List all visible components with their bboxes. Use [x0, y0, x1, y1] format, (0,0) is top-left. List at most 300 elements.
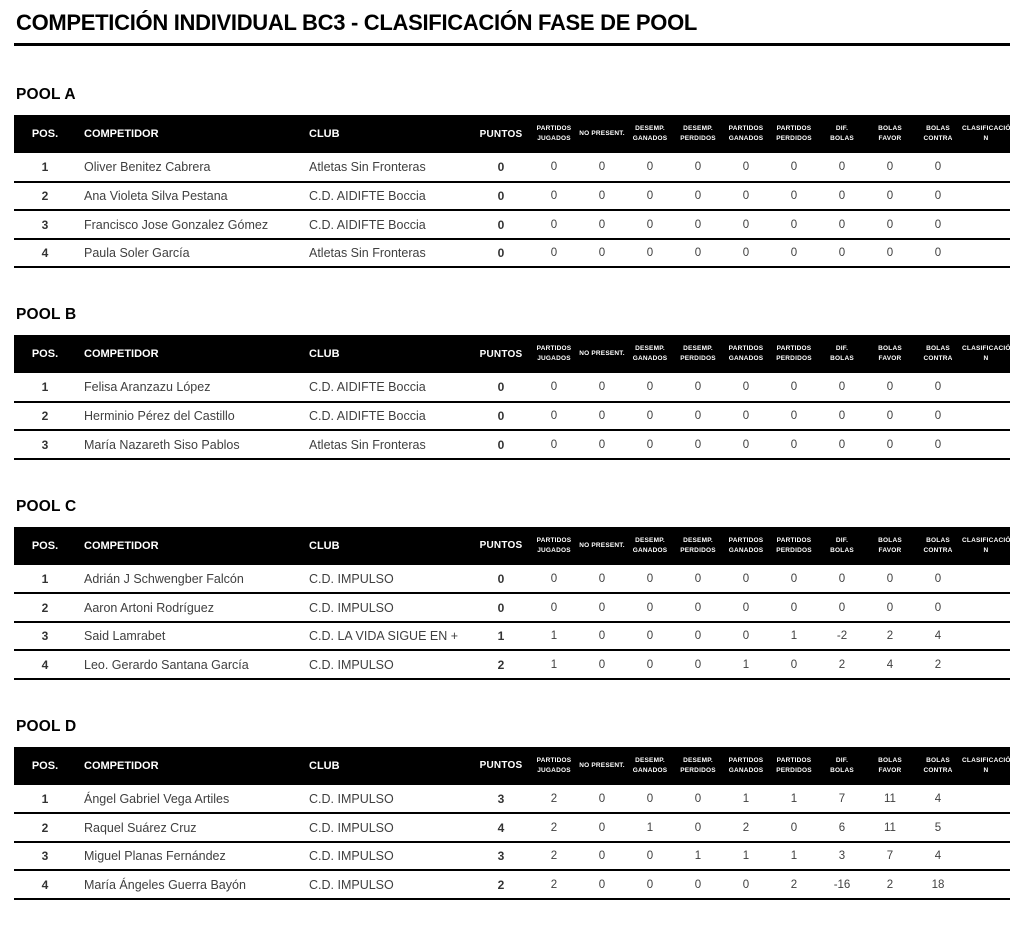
col-header-line: BOLAS — [878, 536, 902, 544]
cell-clasificacion — [962, 565, 1010, 594]
col-header-clasificacion — [962, 527, 1010, 565]
cell-club: Atletas Sin Fronteras — [309, 160, 426, 175]
col-header-line: DIF. — [835, 125, 849, 132]
cell-dif-bolas: 0 — [838, 601, 846, 614]
pool-table-body — [14, 153, 1010, 267]
col-header-line: FAVOR — [878, 135, 902, 143]
col-header-line: DIF. — [835, 756, 849, 764]
col-header-line: PERDIDOS — [680, 546, 716, 554]
cell-puntos: 0 — [497, 217, 505, 232]
cell-bolas-contra: 4 — [934, 630, 942, 643]
col-header-line: DESEMP. — [635, 345, 665, 352]
pool-table-body — [14, 785, 1010, 899]
col-header-desemp-perdidos — [674, 115, 722, 153]
cell-bolas-favor: 0 — [886, 438, 894, 451]
col-header-clasificacion — [962, 335, 1010, 373]
col-header-line: N — [983, 355, 989, 363]
cell-clasificacion — [962, 813, 1010, 842]
cell-puntos: 0 — [497, 246, 505, 261]
col-header-bolas-contra — [914, 527, 962, 565]
col-header-club: CLUB — [309, 348, 340, 361]
cell-desemp-ganados: 0 — [646, 247, 654, 260]
cell-partidos-jugados: 0 — [550, 247, 558, 260]
col-header-competitor: COMPETIDOR — [84, 539, 159, 552]
cell-clasificacion — [962, 153, 1010, 182]
cell-desemp-ganados: 0 — [646, 850, 654, 863]
col-header-bolas-contra — [914, 747, 962, 785]
cell-desemp-ganados: 0 — [646, 218, 654, 231]
col-header-line: PERDIDOS — [776, 135, 812, 143]
cell-puntos: 0 — [497, 437, 505, 452]
col-header-pos: POS. — [31, 759, 59, 772]
cell-bolas-contra: 18 — [931, 878, 945, 891]
cell-clasificacion — [962, 430, 1010, 459]
cell-partidos-perdidos: 1 — [790, 792, 798, 805]
cell-desemp-perdidos: 0 — [694, 161, 702, 174]
cell-clasificacion — [962, 373, 1010, 402]
cell-partidos-ganados: 0 — [742, 878, 750, 891]
cell-dif-bolas: 0 — [838, 410, 846, 423]
col-header-line: PERDIDOS — [776, 355, 812, 363]
cell-club: C.D. AIDIFTE Boccia — [309, 380, 426, 395]
col-header-line: CLASIFICACIÓ — [962, 345, 1011, 352]
cell-partidos-perdidos: 0 — [790, 190, 798, 203]
cell-bolas-favor: 0 — [886, 410, 894, 423]
cell-no-present: 0 — [598, 630, 606, 643]
col-header-line: PARTIDOS — [776, 536, 812, 544]
cell-bolas-contra: 0 — [934, 161, 942, 174]
col-header-line: PARTIDOS — [776, 756, 812, 764]
cell-bolas-contra: 0 — [934, 572, 942, 585]
cell-partidos-jugados: 0 — [550, 218, 558, 231]
cell-desemp-perdidos: 0 — [694, 658, 702, 671]
cell-partidos-ganados: 0 — [742, 438, 750, 451]
col-header-bolas-favor — [866, 527, 914, 565]
cell-club: C.D. AIDIFTE Boccia — [309, 189, 426, 204]
col-header-line: NO PRESENT. — [579, 130, 625, 138]
col-header-bolas-favor — [866, 747, 914, 785]
col-header-line: N — [983, 546, 989, 554]
col-header-line: DESEMP. — [635, 125, 665, 132]
pool-table — [14, 747, 1010, 900]
col-header-pos: POS. — [31, 128, 59, 141]
cell-puntos: 2 — [497, 877, 505, 892]
col-header-partidos-ganados — [722, 747, 770, 785]
cell-no-present: 0 — [598, 850, 606, 863]
cell-partidos-jugados: 2 — [550, 850, 558, 863]
col-header-puntos: PUNTOS — [479, 348, 523, 360]
cell-no-present: 0 — [598, 821, 606, 834]
col-header-line: BOLAS — [878, 125, 902, 132]
col-header-line: DESEMP. — [683, 536, 713, 544]
col-header-line: FAVOR — [878, 546, 902, 554]
col-header-line: CONTRA — [923, 135, 953, 143]
cell-partidos-ganados: 0 — [742, 410, 750, 423]
cell-desemp-perdidos: 0 — [694, 381, 702, 394]
table-row — [14, 593, 1010, 622]
table-header-row — [14, 747, 1010, 785]
cell-partidos-ganados: 0 — [742, 601, 750, 614]
col-header-desemp-perdidos — [674, 335, 722, 373]
cell-competitor: María Nazareth Siso Pablos — [84, 437, 240, 452]
cell-pos: 3 — [41, 629, 49, 644]
cell-pos: 3 — [41, 849, 49, 864]
col-header-line: PARTIDOS — [776, 125, 812, 132]
table-row — [14, 622, 1010, 651]
cell-club: Atletas Sin Fronteras — [309, 437, 426, 452]
cell-partidos-perdidos: 0 — [790, 247, 798, 260]
cell-partidos-perdidos: 0 — [790, 438, 798, 451]
cell-desemp-ganados: 0 — [646, 190, 654, 203]
cell-desemp-ganados: 0 — [646, 438, 654, 451]
cell-partidos-jugados: 0 — [550, 381, 558, 394]
cell-no-present: 0 — [598, 658, 606, 671]
table-row — [14, 430, 1010, 459]
col-header-line: NO PRESENT. — [579, 350, 625, 358]
col-header-line: PARTIDOS — [536, 756, 572, 764]
col-header-club: CLUB — [309, 539, 340, 552]
col-header-line: JUGADOS — [537, 355, 571, 363]
col-header-line: GANADOS — [632, 546, 668, 554]
col-header-line: CONTRA — [923, 766, 953, 774]
cell-dif-bolas: 0 — [838, 218, 846, 231]
cell-desemp-perdidos: 0 — [694, 601, 702, 614]
cell-partidos-ganados: 0 — [742, 161, 750, 174]
cell-dif-bolas: -2 — [836, 630, 848, 643]
cell-bolas-favor: 2 — [886, 878, 894, 891]
pool-label: POOL B — [16, 306, 77, 324]
col-header-line: N — [983, 766, 989, 774]
col-header-desemp-ganados — [626, 747, 674, 785]
pool-label: POOL C — [16, 497, 77, 515]
col-header-line: GANADOS — [632, 135, 668, 143]
col-header-pos: POS. — [31, 539, 59, 552]
pool-table — [14, 527, 1010, 680]
col-header-line: JUGADOS — [537, 546, 571, 554]
cell-puntos: 0 — [497, 189, 505, 204]
pool-table — [14, 335, 1010, 460]
col-header-line: PARTIDOS — [536, 345, 572, 352]
cell-club: C.D. IMPULSO — [309, 657, 394, 672]
cell-partidos-perdidos: 0 — [790, 572, 798, 585]
cell-no-present: 0 — [598, 878, 606, 891]
cell-pos: 1 — [41, 571, 49, 586]
cell-partidos-jugados: 0 — [550, 161, 558, 174]
pools-container — [14, 86, 1010, 900]
col-header-partidos-perdidos — [770, 747, 818, 785]
col-header-bolas-favor — [866, 335, 914, 373]
col-header-bolas-contra — [914, 115, 962, 153]
cell-bolas-contra: 4 — [934, 850, 942, 863]
cell-competitor: Francisco Jose Gonzalez Gómez — [84, 217, 269, 232]
cell-partidos-ganados: 1 — [742, 850, 750, 863]
cell-desemp-ganados: 0 — [646, 161, 654, 174]
cell-no-present: 0 — [598, 381, 606, 394]
cell-desemp-perdidos: 0 — [694, 438, 702, 451]
col-header-club: CLUB — [309, 128, 340, 141]
cell-pos: 2 — [41, 189, 49, 204]
cell-puntos: 2 — [497, 657, 505, 672]
col-header-line: JUGADOS — [537, 135, 571, 143]
cell-desemp-perdidos: 0 — [694, 792, 702, 805]
cell-desemp-perdidos: 0 — [694, 630, 702, 643]
cell-partidos-perdidos: 0 — [790, 161, 798, 174]
cell-dif-bolas: 0 — [838, 247, 846, 260]
col-header-line: PERDIDOS — [680, 766, 716, 774]
cell-pos: 3 — [41, 217, 49, 232]
table-row — [14, 210, 1010, 239]
col-header-line: PARTIDOS — [728, 345, 764, 352]
cell-bolas-contra: 0 — [934, 438, 942, 451]
col-header-no-present — [578, 747, 626, 785]
table-header-row — [14, 527, 1010, 565]
cell-partidos-perdidos: 1 — [790, 630, 798, 643]
cell-clasificacion — [962, 239, 1010, 268]
col-header-bolas-favor — [866, 115, 914, 153]
cell-club: C.D. IMPULSO — [309, 877, 394, 892]
cell-partidos-ganados: 0 — [742, 572, 750, 585]
cell-no-present: 0 — [598, 190, 606, 203]
pool-table-body — [14, 373, 1010, 459]
col-header-line: PERDIDOS — [776, 546, 812, 554]
cell-pos: 2 — [41, 820, 49, 835]
cell-desemp-ganados: 0 — [646, 658, 654, 671]
cell-bolas-contra: 0 — [934, 190, 942, 203]
col-header-line: CONTRA — [923, 546, 953, 554]
pool-section — [14, 86, 1010, 268]
col-header-line: PARTIDOS — [776, 345, 812, 352]
col-header-partidos-perdidos — [770, 335, 818, 373]
pool-section — [14, 498, 1010, 680]
cell-club: C.D. AIDIFTE Boccia — [309, 409, 426, 424]
col-header-desemp-ganados — [626, 115, 674, 153]
cell-partidos-ganados: 1 — [742, 658, 750, 671]
cell-desemp-ganados: 0 — [646, 792, 654, 805]
cell-desemp-perdidos: 0 — [694, 821, 702, 834]
cell-pos: 4 — [41, 657, 49, 672]
cell-partidos-perdidos: 0 — [790, 658, 798, 671]
col-header-line: DESEMP. — [635, 756, 665, 764]
col-header-line: GANADOS — [632, 766, 668, 774]
cell-bolas-contra: 2 — [934, 658, 942, 671]
col-header-puntos: PUNTOS — [479, 760, 523, 772]
cell-puntos: 3 — [497, 791, 505, 806]
pool-label: POOL A — [16, 86, 76, 104]
cell-no-present: 0 — [598, 247, 606, 260]
cell-partidos-jugados: 0 — [550, 572, 558, 585]
table-row — [14, 842, 1010, 871]
col-header-line: PARTIDOS — [536, 125, 572, 132]
col-header-line: CLASIFICACIÓ — [962, 125, 1011, 132]
cell-bolas-favor: 0 — [886, 247, 894, 260]
cell-bolas-contra: 0 — [934, 381, 942, 394]
cell-bolas-favor: 11 — [884, 792, 896, 805]
cell-bolas-contra: 0 — [934, 410, 942, 423]
pool-section — [14, 306, 1010, 460]
col-header-partidos-ganados — [722, 335, 770, 373]
col-header-line: GANADOS — [728, 355, 764, 363]
cell-puntos: 0 — [497, 380, 505, 395]
cell-partidos-ganados: 0 — [742, 381, 750, 394]
cell-competitor: Aaron Artoni Rodríguez — [84, 600, 214, 615]
col-header-competitor: COMPETIDOR — [84, 128, 159, 141]
col-header-bolas-contra — [914, 335, 962, 373]
col-header-puntos: PUNTOS — [479, 128, 523, 140]
cell-desemp-perdidos: 0 — [694, 247, 702, 260]
cell-competitor: Miguel Planas Fernández — [84, 849, 226, 864]
col-header-partidos-ganados — [722, 527, 770, 565]
col-header-desemp-perdidos — [674, 747, 722, 785]
table-row — [14, 373, 1010, 402]
cell-clasificacion — [962, 593, 1010, 622]
cell-dif-bolas: 2 — [838, 658, 846, 671]
cell-club: C.D. IMPULSO — [309, 791, 394, 806]
col-header-no-present — [578, 335, 626, 373]
col-header-desemp-perdidos — [674, 527, 722, 565]
cell-bolas-favor: 0 — [886, 572, 894, 585]
cell-desemp-ganados: 0 — [646, 410, 654, 423]
col-header-line: DESEMP. — [683, 756, 713, 764]
cell-puntos: 4 — [497, 820, 505, 835]
cell-dif-bolas: 0 — [838, 161, 846, 174]
col-header-line: NO PRESENT. — [579, 541, 625, 549]
cell-club: C.D. LA VIDA SIGUE EN + — [309, 629, 459, 644]
cell-partidos-perdidos: 2 — [790, 878, 798, 891]
col-header-pos: POS. — [31, 348, 59, 361]
cell-partidos-jugados: 0 — [550, 410, 558, 423]
col-header-line: BOLAS — [926, 345, 950, 352]
col-header-line: JUGADOS — [537, 766, 571, 774]
cell-bolas-favor: 0 — [886, 190, 894, 203]
col-header-line: CLASIFICACIÓ — [962, 536, 1011, 544]
cell-bolas-favor: 4 — [886, 658, 894, 671]
col-header-line: BOLAS — [926, 536, 950, 544]
col-header-line: PARTIDOS — [728, 125, 764, 132]
table-row — [14, 813, 1010, 842]
col-header-club: CLUB — [309, 759, 340, 772]
cell-puntos: 3 — [497, 849, 505, 864]
table-row — [14, 182, 1010, 211]
col-header-line: BOLAS — [830, 766, 854, 774]
cell-competitor: Herminio Pérez del Castillo — [84, 409, 235, 424]
cell-desemp-perdidos: 0 — [694, 410, 702, 423]
cell-no-present: 0 — [598, 438, 606, 451]
cell-bolas-contra: 0 — [934, 218, 942, 231]
cell-dif-bolas: 7 — [838, 792, 846, 805]
cell-no-present: 0 — [598, 410, 606, 423]
cell-clasificacion — [962, 402, 1010, 431]
table-row — [14, 785, 1010, 814]
cell-partidos-perdidos: 0 — [790, 218, 798, 231]
cell-puntos: 0 — [497, 571, 505, 586]
cell-pos: 4 — [41, 246, 49, 261]
cell-partidos-ganados: 0 — [742, 630, 750, 643]
cell-dif-bolas: 0 — [838, 572, 846, 585]
cell-competitor: Raquel Suárez Cruz — [84, 820, 197, 835]
cell-dif-bolas: 0 — [838, 190, 846, 203]
cell-partidos-jugados: 0 — [550, 190, 558, 203]
table-row — [14, 153, 1010, 182]
cell-bolas-favor: 2 — [886, 630, 894, 643]
col-header-line: DIF. — [835, 536, 849, 544]
col-header-desemp-ganados — [626, 335, 674, 373]
cell-no-present: 0 — [598, 601, 606, 614]
cell-club: C.D. IMPULSO — [309, 600, 394, 615]
col-header-line: DESEMP. — [683, 345, 713, 352]
cell-clasificacion — [962, 785, 1010, 814]
cell-desemp-perdidos: 0 — [694, 878, 702, 891]
title-underline — [14, 43, 1010, 46]
col-header-dif-bolas — [818, 747, 866, 785]
cell-competitor: Paula Soler García — [84, 246, 190, 261]
cell-desemp-perdidos: 1 — [694, 850, 702, 863]
cell-no-present: 0 — [598, 161, 606, 174]
cell-club: C.D. AIDIFTE Boccia — [309, 217, 426, 232]
cell-puntos: 0 — [497, 409, 505, 424]
col-header-line: GANADOS — [728, 766, 764, 774]
col-header-line: BOLAS — [830, 546, 854, 554]
col-header-partidos-jugados — [530, 747, 578, 785]
cell-partidos-perdidos: 0 — [790, 601, 798, 614]
cell-partidos-ganados: 2 — [742, 821, 750, 834]
cell-club: C.D. IMPULSO — [309, 571, 394, 586]
col-header-partidos-jugados — [530, 335, 578, 373]
cell-no-present: 0 — [598, 218, 606, 231]
table-row — [14, 870, 1010, 899]
pool-table — [14, 115, 1010, 268]
cell-competitor: Said Lamrabet — [84, 629, 166, 644]
cell-partidos-jugados: 2 — [550, 821, 558, 834]
cell-bolas-contra: 5 — [934, 821, 942, 834]
cell-puntos: 1 — [497, 629, 505, 644]
col-header-competitor: COMPETIDOR — [84, 348, 159, 361]
col-header-competitor: COMPETIDOR — [84, 759, 159, 772]
col-header-no-present — [578, 115, 626, 153]
col-header-dif-bolas — [818, 527, 866, 565]
cell-puntos: 0 — [497, 160, 505, 175]
col-header-line: N — [983, 135, 989, 143]
cell-partidos-jugados: 1 — [550, 630, 558, 643]
table-row — [14, 565, 1010, 594]
col-header-partidos-jugados — [530, 115, 578, 153]
cell-partidos-jugados: 1 — [550, 658, 558, 671]
col-header-line: GANADOS — [632, 355, 668, 363]
col-header-partidos-jugados — [530, 527, 578, 565]
cell-clasificacion — [962, 842, 1010, 871]
col-header-line: PARTIDOS — [536, 536, 572, 544]
cell-clasificacion — [962, 210, 1010, 239]
cell-clasificacion — [962, 870, 1010, 899]
col-header-clasificacion — [962, 747, 1010, 785]
col-header-line: PARTIDOS — [728, 536, 764, 544]
cell-partidos-perdidos: 0 — [790, 821, 798, 834]
cell-competitor: Felisa Aranzazu López — [84, 380, 211, 395]
cell-dif-bolas: 0 — [838, 438, 846, 451]
cell-desemp-ganados: 0 — [646, 381, 654, 394]
col-header-line: BOLAS — [926, 756, 950, 764]
cell-partidos-ganados: 0 — [742, 190, 750, 203]
col-header-line: DESEMP. — [683, 125, 713, 132]
cell-desemp-perdidos: 0 — [694, 218, 702, 231]
cell-partidos-perdidos: 0 — [790, 381, 798, 394]
cell-dif-bolas: 3 — [838, 850, 846, 863]
col-header-line: PERDIDOS — [776, 766, 812, 774]
pool-label: POOL D — [16, 717, 77, 735]
cell-desemp-ganados: 0 — [646, 572, 654, 585]
cell-clasificacion — [962, 182, 1010, 211]
cell-pos: 1 — [41, 791, 49, 806]
cell-pos: 1 — [41, 160, 49, 175]
